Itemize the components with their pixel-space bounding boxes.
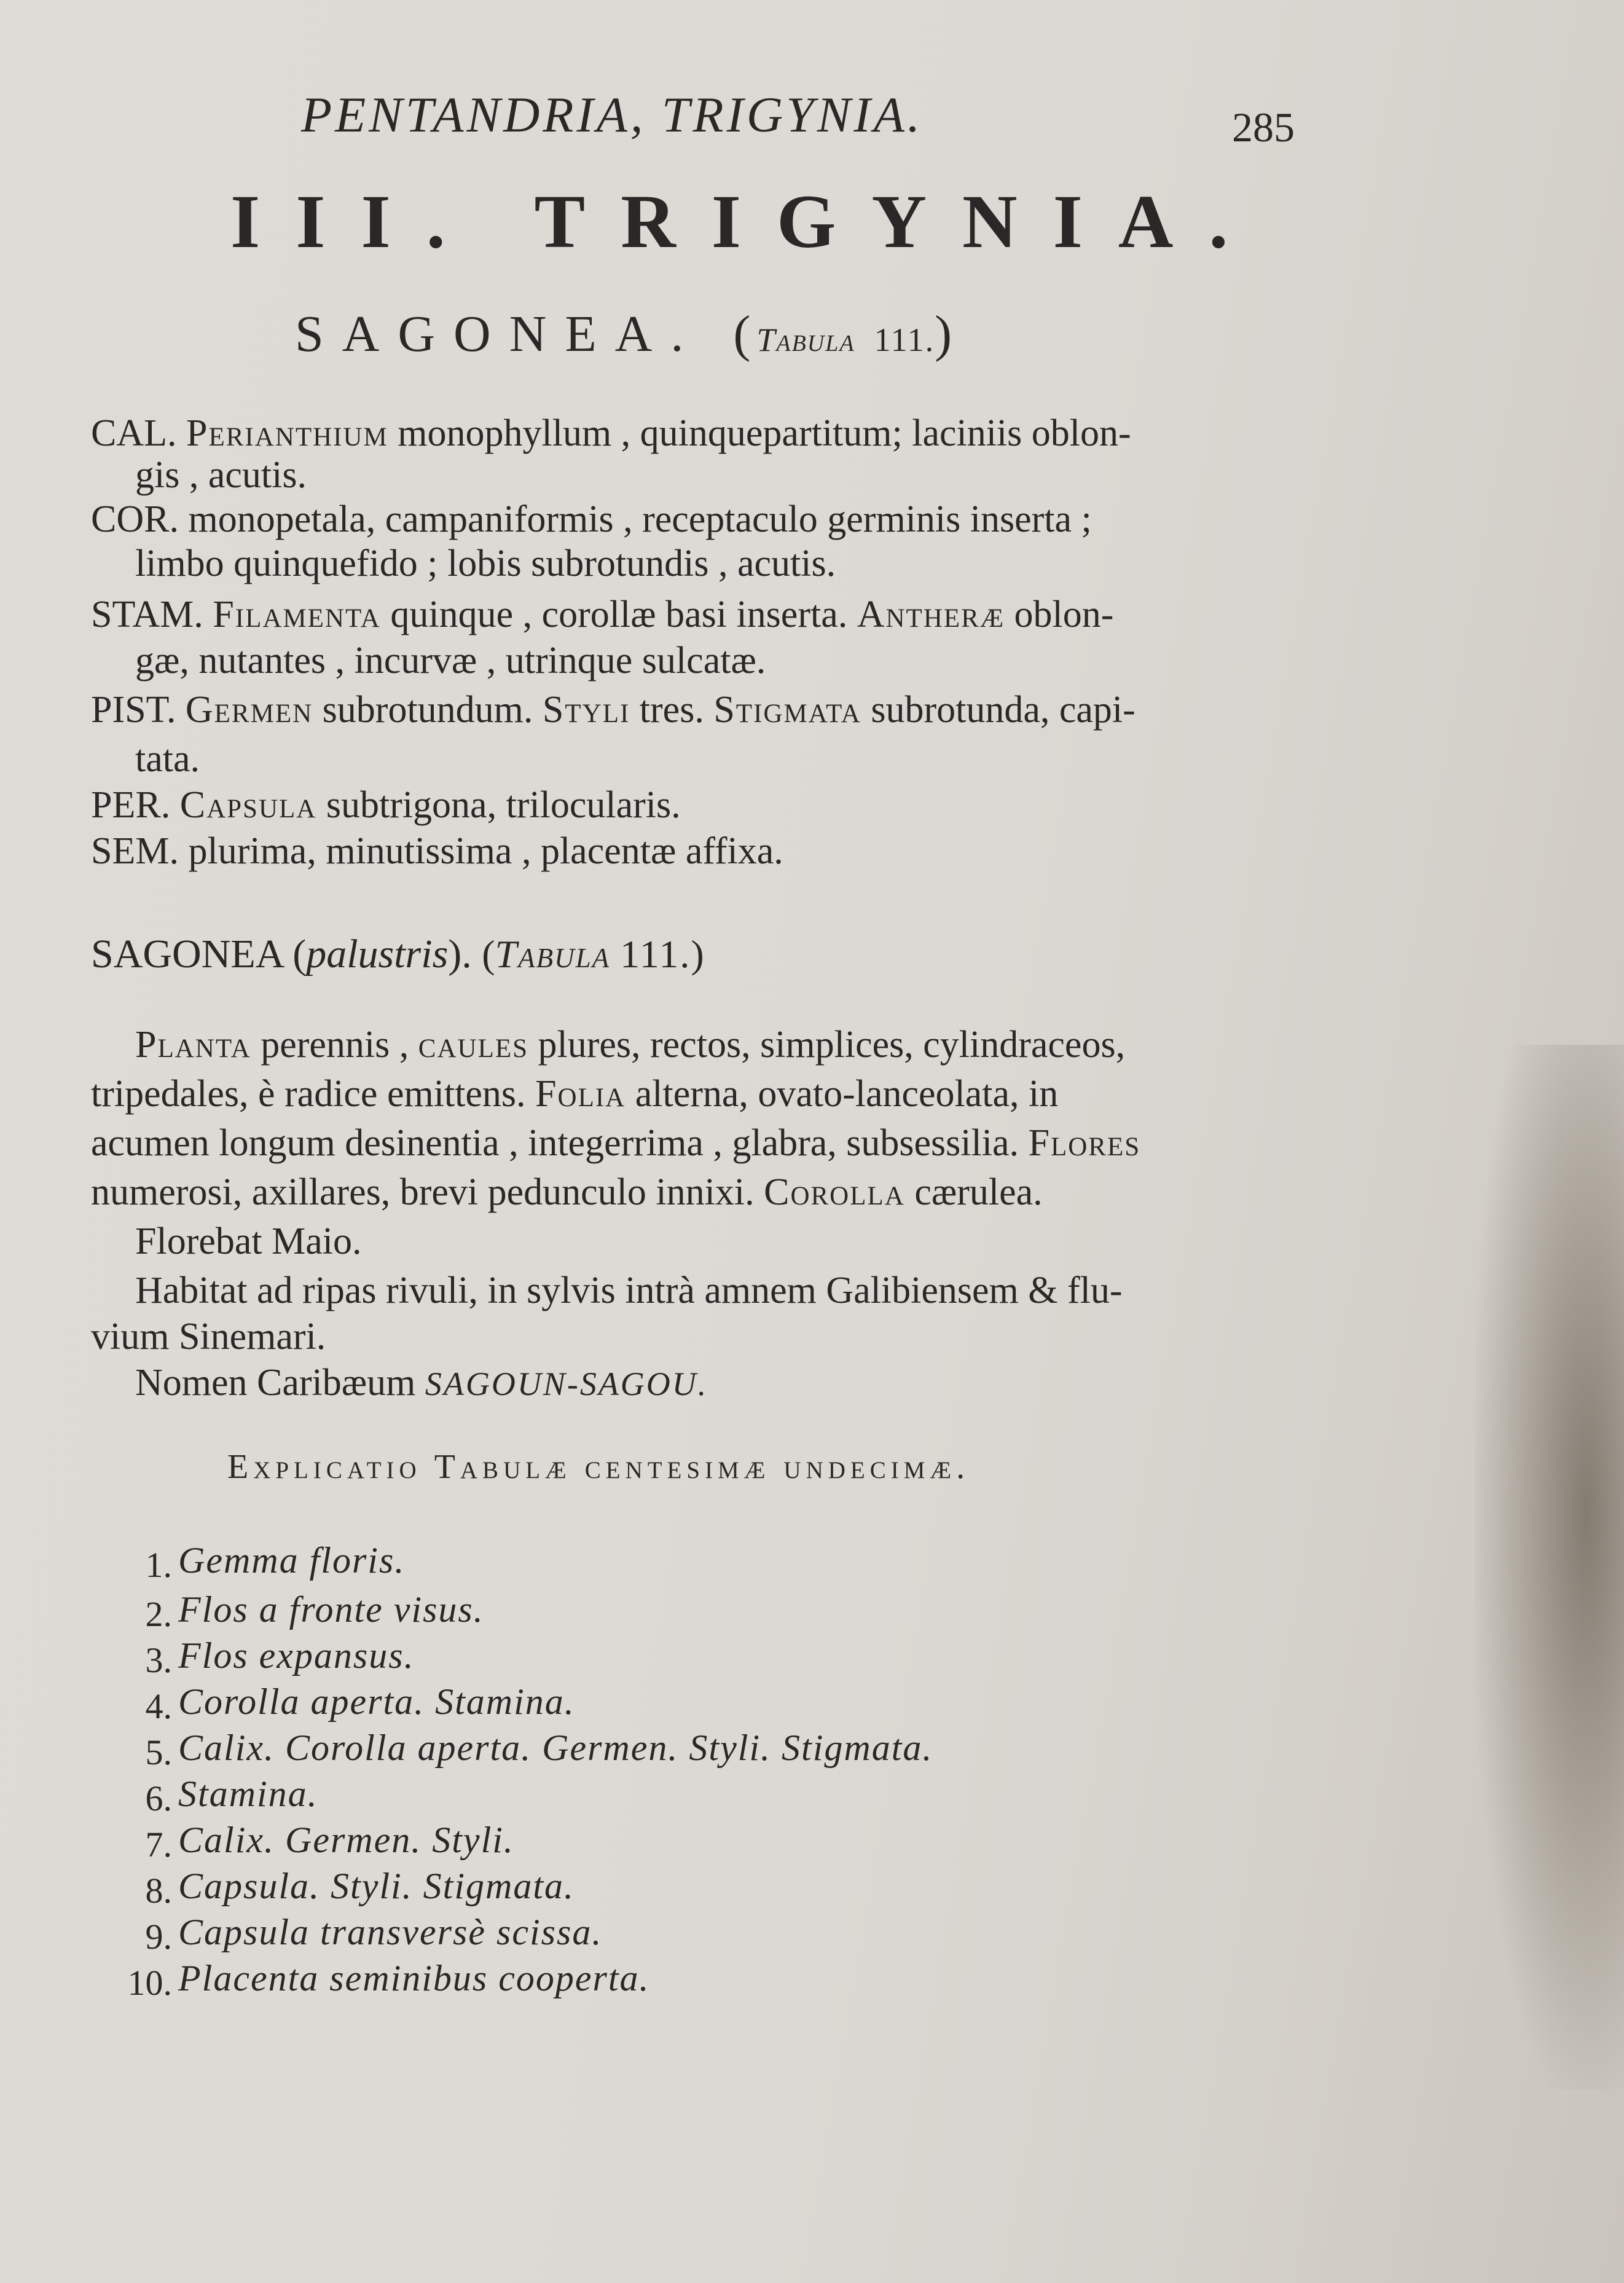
desc-line: tripedales, è radice emittens. Folia alterna, ovato-lanceolata, in [91, 1073, 1059, 1115]
char-line: gæ, nutantes , incurvæ , utrinque sulcatæ. [135, 640, 766, 682]
species-name: SAGONEA [91, 932, 283, 976]
char-line: PIST. Germen subrotundum. Styli tres. Stigmata subrotunda, capi- [91, 689, 1136, 731]
caribaean-name: SAGOUN-SAGOU. [425, 1365, 708, 1402]
genus-tabula-number: 111. [874, 321, 935, 358]
explicatio-heading: Explicatio Tabulæ centesimæ undecimæ. [227, 1448, 970, 1486]
species-heading: SAGONEA (palustris). (Tabula 111.) [91, 932, 704, 976]
genus-heading [295, 304, 958, 364]
desc-line: acumen longum desinentia , integerrima , glabra, subsessilia. Flores [91, 1122, 1141, 1164]
species-tabula-number: 111. [620, 932, 691, 976]
char-line: gis , acutis. [135, 454, 307, 496]
desc-line: numerosi, axillares, brevi pedunculo innixi. Corolla cærulea. [91, 1171, 1043, 1213]
desc-line: Planta perennis , caules plures, rectos, simplices, cylindraceos, [135, 1024, 1126, 1066]
genus-tabula-ref: (Tabula 111.) [733, 305, 959, 363]
char-line: tata. [135, 738, 200, 780]
page-shadow [1475, 1045, 1624, 2089]
note-line: Habitat ad ripas rivuli, in sylvis intrà amnem Galibiensem & flu- [135, 1270, 1123, 1311]
species-epithet: palustris [306, 932, 449, 976]
genus-tabula-word: Tabula [756, 321, 855, 358]
species-tabula-word: Tabula [495, 932, 611, 976]
char-line: PER. Capsula subtrigona, trilocularis. [91, 784, 681, 826]
page-number: 285 [1232, 104, 1295, 151]
running-title: PENTANDRIA, TRIGYNIA. [301, 87, 924, 143]
section-title: III. TRIGYNIA. [230, 179, 1264, 264]
char-line: SEM. plurima, minutissima , placentæ affixa. [91, 830, 783, 872]
note-line: vium Sinemari. [91, 1316, 326, 1358]
char-line: limbo quinquefido ; lobis subrotundis , acutis. [135, 543, 836, 584]
char-line: COR. monopetala, campaniformis , receptaculo germinis inserta ; [91, 498, 1092, 540]
char-line: STAM. Filamenta quinque , corollæ basi inserta. Antheræ oblon- [91, 594, 1114, 635]
genus-name: SAGONEA. [295, 305, 702, 363]
note-line: Florebat Maio. [135, 1220, 362, 1262]
note-line: Nomen Caribæum SAGOUN-SAGOU. [135, 1362, 708, 1404]
char-line: CAL. Perianthium monophyllum , quinquepartitum; laciniis oblon- [91, 412, 1131, 454]
